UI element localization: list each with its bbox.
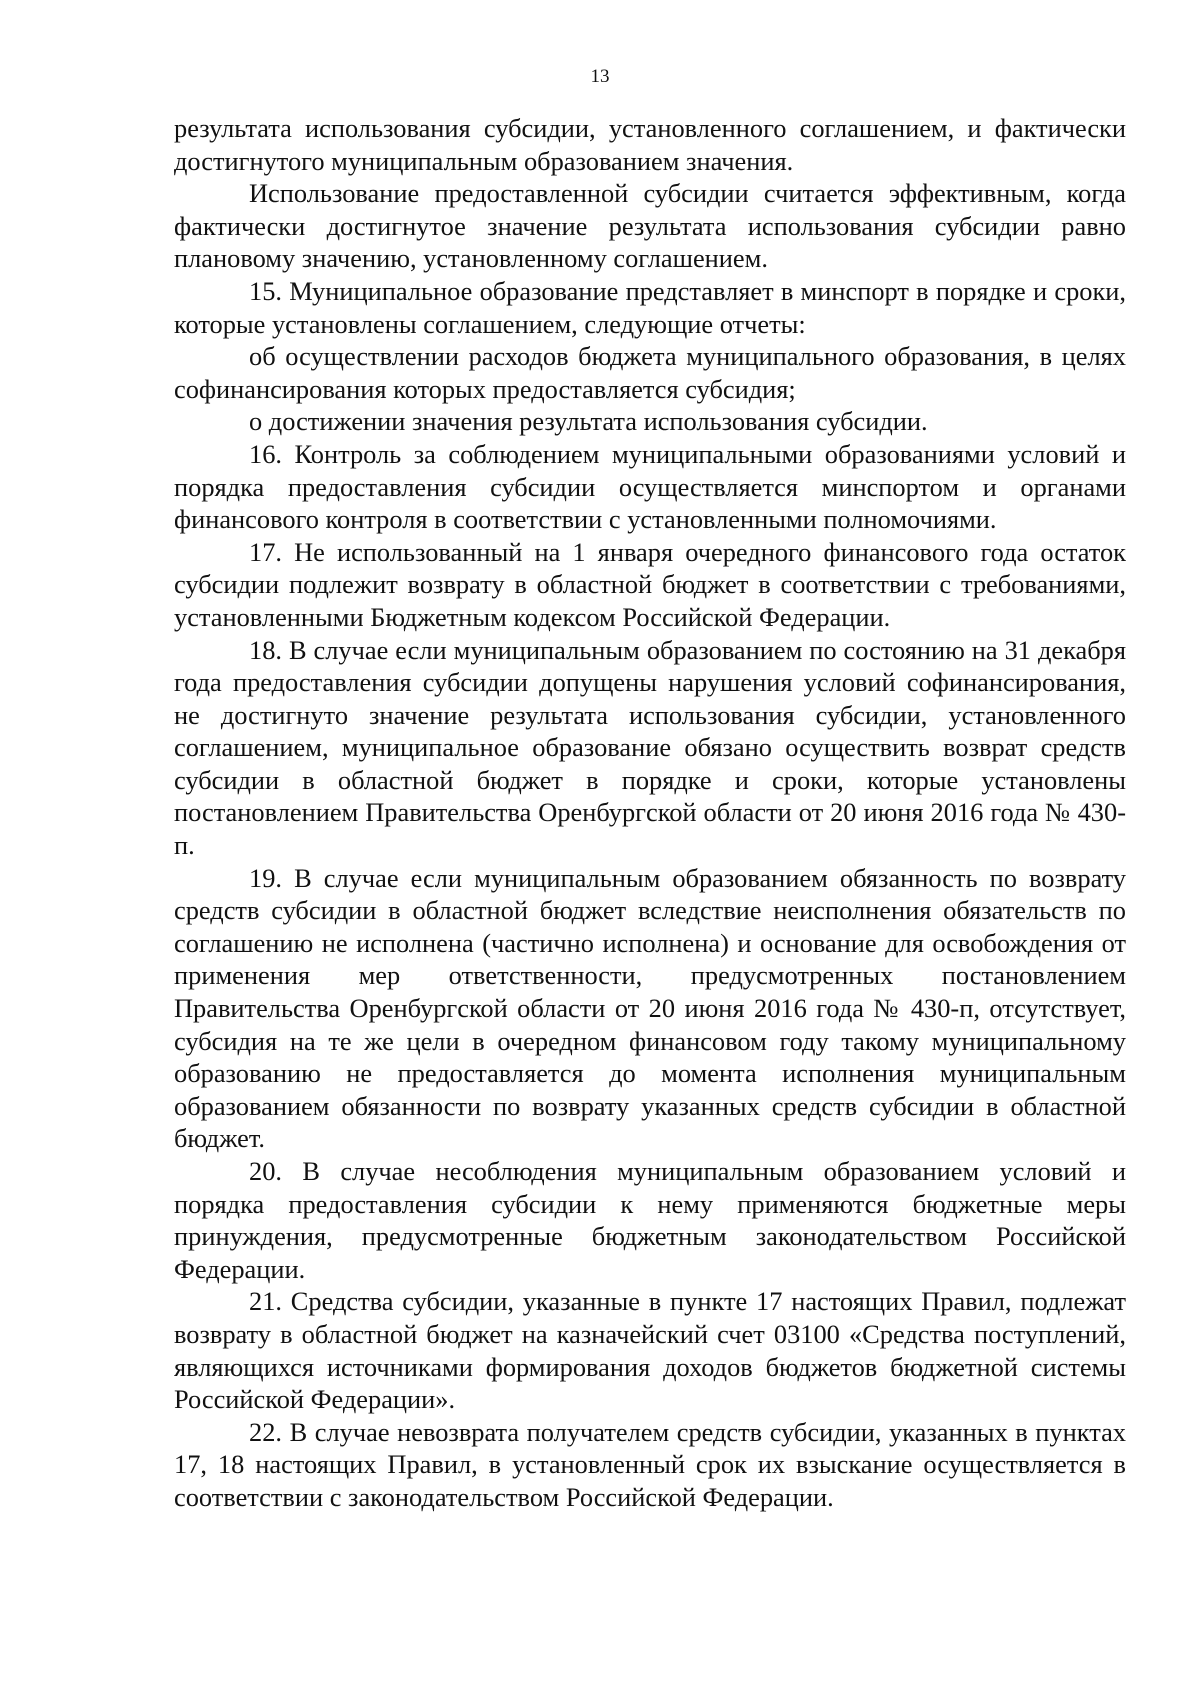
document-body xyxy=(174,112,1126,1514)
paragraph-16: 16. Контроль за соблюдением муниципальными образованиями условий и порядка предоставления субсидии осуществляется минспортом и органами финансового контроля в соответствии с установленными полномочиями. xyxy=(174,438,1126,535)
paragraph-efficiency: Использование предоставленной субсидии считается эффективным, когда фактически достигнутое значение результата использования субсидии равно плановому значению, установленному соглашением. xyxy=(174,178,1126,274)
paragraph-15: 15. Муниципальное образование представляет в минспорт в порядке и сроки, которые установлены соглашением, следующие отчеты: xyxy=(174,275,1126,339)
paragraph-19: 19. В случае если муниципальным образованием обязанность по возврату средств субсидии в областной бюджет вследствие неисполнения обязательств по соглашению не исполнена (частично исполнена) и основание для освобождения от применения мер ответственности, предусмотренных постановлением Правительства Оренбургской области от 20 июня 2016 года № 430-п, отсутствует, субсидия на те же цели в очередном финансовом году такому муниципальному образованию не предоставляется до момента исполнения муниципальным образованием обязанности по возврату указанных средств субсидии в областной бюджет. xyxy=(174,862,1126,1154)
paragraph-15-report-expenses: об осуществлении расходов бюджета муниципального образования, в целях софинансирования которых предоставляется субсидия; xyxy=(174,341,1126,404)
paragraph-17: 17. Не использованный на 1 января очередного финансового года остаток субсидии подлежит возврату в областной бюджет в соответствии с требованиями, установленными Бюджетным кодексом Российской Федерации. xyxy=(174,536,1126,632)
paragraph-21: 21. Средства субсидии, указанные в пункте 17 настоящих Правил, подлежат возврату в областной бюджет на казначейский счет 03100 «Средства поступлений, являющихся источниками формирования доходов бюджетов бюджетной системы Российской Федерации». xyxy=(174,1286,1126,1415)
paragraph-18: 18. В случае если муниципальным образованием по состоянию на 31 декабря года предоставления субсидии допущены нарушения условий софинансирования, не достигнуто значение результата использования субсидии, установленного соглашением, муниципальное образование обязано осуществить возврат средств субсидии в областной бюджет в порядке и сроки, которые установлены постановлением Правительства Оренбургской области от 20 июня 2016 года № 430-п. xyxy=(174,634,1126,861)
page-number: 13 xyxy=(590,66,610,87)
paragraph-result-continuation: результата использования субсидии, установленного соглашением, и фактически достигнутого муниципальным образованием значения. xyxy=(174,113,1126,176)
paragraph-22: 22. В случае невозврата получателем средств субсидии, указанных в пунктах 17, 18 настоящих Правил, в установленный срок их взыскание осуществляется в соответствии с законодательством Российской Федерации. xyxy=(174,1416,1126,1512)
paragraph-20: 20. В случае несоблюдения муниципальным образованием условий и порядка предоставления субсидии к нему применяются бюджетные меры принуждения, предусмотренные бюджетным законодательством Российской Федерации. xyxy=(174,1156,1126,1284)
paragraph-15-report-result: о достижении значения результата использования субсидии. xyxy=(249,406,928,437)
